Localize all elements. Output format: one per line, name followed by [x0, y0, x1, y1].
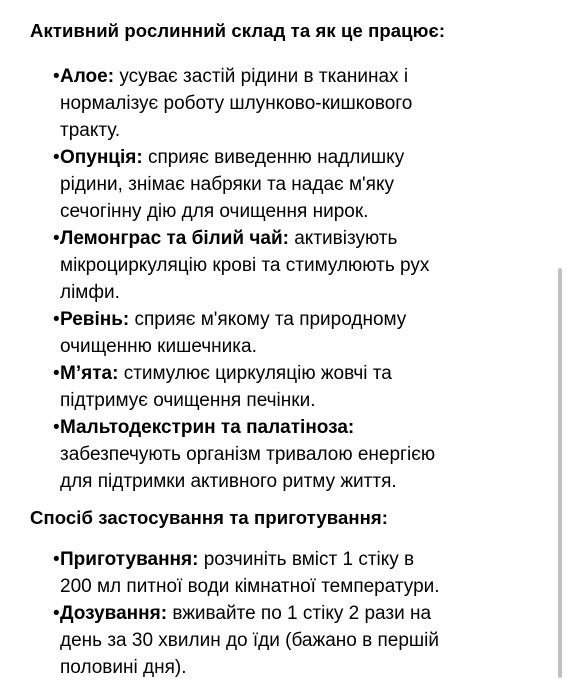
bullet-icon: • — [53, 228, 60, 249]
item-text: сприяє виведенню надлишку — [147, 147, 405, 168]
item-term: Приготування: — [60, 549, 199, 570]
item-term: Ревінь: — [60, 309, 130, 330]
list-item-rhubarb — [0, 306, 540, 360]
item-text: очищенню кишечника. — [60, 336, 257, 357]
list-item-lemongrass — [0, 225, 540, 306]
item-text: підтримує очищення печінки. — [60, 390, 316, 411]
bullet-icon: • — [53, 147, 60, 168]
item-text: 200 мл питної води кімнатної температури. — [60, 576, 440, 597]
item-text: активізують — [294, 228, 398, 249]
item-text: для підтримки активного ритму життя. — [60, 471, 397, 492]
item-text: тракту. — [60, 120, 121, 141]
item-term: Лемонграс та білий чай: — [60, 228, 289, 249]
section-heading-usage: Спосіб застосування та приготування: — [30, 507, 389, 528]
item-term: Опунція: — [60, 147, 143, 168]
item-term: Мальтодекстрин та палатіноза: — [60, 417, 355, 438]
list-item-dosage — [0, 600, 540, 681]
section-heading-ingredients: Активний рослинний склад та як це працює: — [30, 20, 446, 41]
bullet-icon: • — [53, 66, 60, 87]
item-term: М’ята: — [60, 363, 119, 384]
usage-list — [0, 546, 540, 681]
item-text: день за 30 хвилин до їди (бажано в першій — [60, 630, 439, 651]
item-term: Дозування: — [60, 603, 168, 624]
item-text: рідини, знімає набряки та надає м'яку — [60, 174, 394, 195]
list-item-aloe — [0, 63, 540, 144]
item-text: сечогінну дію для очищення нирок. — [60, 201, 369, 222]
item-text: усуває застій рідини в тканинах і — [119, 66, 409, 87]
item-text: половині дня). — [60, 657, 187, 678]
bullet-icon: • — [53, 309, 60, 330]
item-text: вживайте по 1 стіку 2 рази на — [172, 603, 432, 624]
item-text: нормалізує роботу шлунково-кишкового — [60, 93, 413, 114]
list-item-opuntia — [0, 144, 540, 225]
bullet-icon: • — [53, 603, 60, 624]
item-term: Алое: — [60, 66, 115, 87]
item-text: мікроциркуляцію крові та стимулюють рух — [60, 255, 430, 276]
list-item-maltodextrin — [0, 414, 540, 495]
ingredients-list — [0, 63, 540, 495]
list-item-preparation — [0, 546, 540, 600]
item-text: сприяє м'якому та природному — [134, 309, 407, 330]
bullet-icon: • — [53, 363, 60, 384]
vertical-scrollbar[interactable] — [558, 268, 562, 678]
bullet-icon: • — [53, 417, 60, 438]
item-text: стимулює циркуляцію жовчі та — [123, 363, 392, 384]
item-text: лімфи. — [60, 282, 120, 303]
item-text: забезпечують організм тривалою енергією — [60, 444, 436, 465]
list-item-mint — [0, 360, 540, 414]
bullet-icon: • — [53, 549, 60, 570]
item-text: розчиніть вміст 1 стіку в — [203, 549, 415, 570]
